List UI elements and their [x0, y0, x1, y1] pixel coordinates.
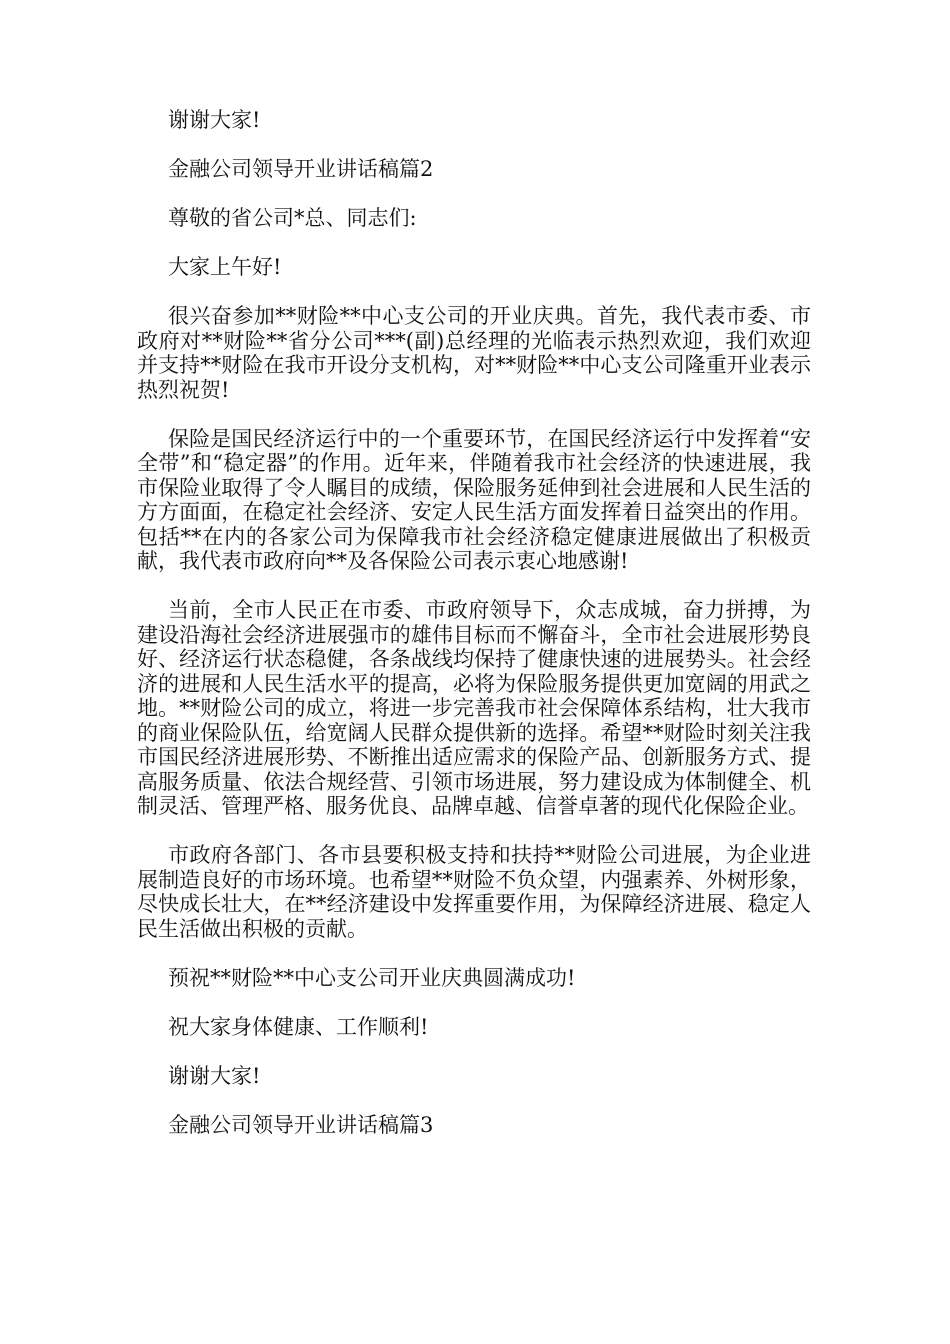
greeting: 大家上午好! — [168, 255, 282, 279]
body-paragraph: 很兴奋参加**财险**中心支公司的开业庆典。首先，我代表市委、市政府对**财险**省分公司***(副)总经理的光临表示热烈欢迎，我们欢迎并支持**财险在我市开设分支机构，对**财险**中心支公司隆重开业表示热烈祝贺! — [137, 304, 811, 402]
wish-line: 祝大家身体健康、工作顺利! — [168, 1014, 429, 1039]
wish-line: 预祝**财险**中心支公司开业庆典圆满成功! — [168, 965, 576, 990]
body-paragraph: 市政府各部门、各市县要积极支持和扶持**财险公司进展，为企业进展制造良好的市场环境。也希望**财险不负众望，内强素养、外树形象，尽快成长壮大，在**经济建设中发挥重要作用，为保障经济进展、稳定人民生活做出积极的贡献。 — [137, 843, 811, 941]
salutation: 尊敬的省公司*总、同志们: — [168, 206, 417, 230]
document-page — [137, 108, 811, 1162]
body-paragraph: 当前，全市人民正在市委、市政府领导下，众志成城，奋力拼搏，为建设沿海社会经济进展强市的雄伟目标而不懈奋斗，全市社会进展形势良好、经济运行状态稳健，各条战线均保持了健康快速的进展势头。社会经济的进展和人民生活水平的提高，必将为保险服务提供更加宽阔的用武之地。**财险公司的成立，将进一步完善我市社会保障体系结构，壮大我市的商业保险队伍，给宽阔人民群众提供新的选择。希望**财险时刻关注我市国民经济进展形势、不断推出适应需求的保险产品、创新服务方式、提高服务质量、依法合规经营、引领市场进展，努力建设成为体制健全、机制灵活、管理严格、服务优良、品牌卓越、信誉卓著的现代化保险企业。 — [137, 598, 811, 818]
body-paragraph: 保险是国民经济运行中的一个重要环节，在国民经济运行中发挥着“安全带”和“稳定器”的作用。近年来，伴随着我市社会经济的快速进展，我市保险业取得了令人瞩目的成绩，保险服务延伸到社会进展和人民生活的方方面面，在稳定社会经济、安定人民生活方面发挥着日益突出的作用。包括**在内的各家公司为保障我市社会经济稳定健康进展做出了积极贡献，我代表市政府向**及各保险公司表示衷心地感谢! — [137, 426, 811, 573]
section-heading: 金融公司领导开业讲话稿篇2 — [168, 157, 434, 181]
closing-thanks: 谢谢大家! — [168, 108, 261, 132]
section-heading: 金融公司领导开业讲话稿篇3 — [168, 1112, 434, 1137]
closing-thanks: 谢谢大家! — [168, 1063, 261, 1088]
